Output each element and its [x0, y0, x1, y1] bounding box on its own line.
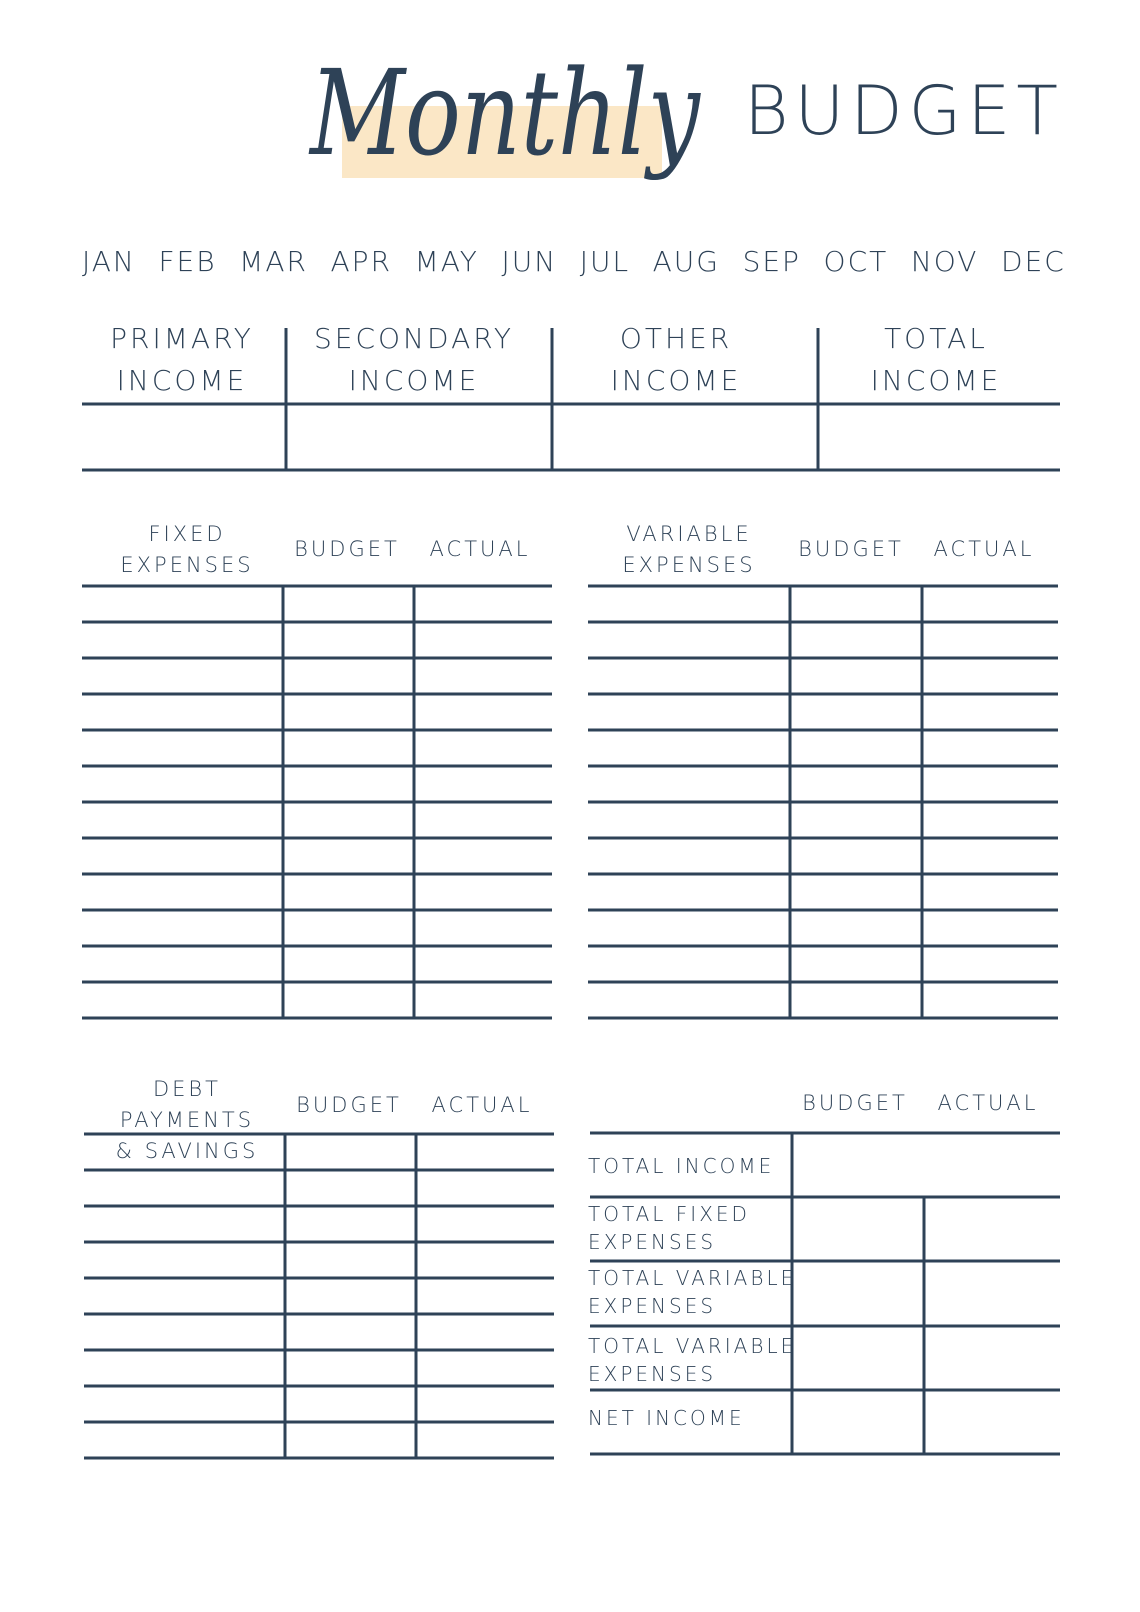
variable-expenses-line1: VARIABLE: [626, 522, 752, 546]
fixed-expenses-line1: FIXED: [148, 522, 226, 546]
debt-budget-header: BUDGET: [296, 1093, 402, 1117]
summary-label-total-variable-line2: EXPENSES: [588, 1294, 717, 1318]
fixed-actual-header: ACTUAL: [429, 537, 531, 561]
month-apr[interactable]: APR: [330, 245, 393, 278]
summary-label-total-income-line1: TOTAL INCOME: [588, 1154, 775, 1178]
variable-actual-header: ACTUAL: [933, 537, 1035, 561]
month-oct[interactable]: OCT: [823, 245, 889, 278]
income-table: [82, 328, 1060, 470]
debt-savings-line1: DEBT PAYMENTS: [119, 1077, 255, 1132]
other-income-line1: OTHER: [619, 322, 733, 355]
secondary-income-line1: SECONDARY: [314, 322, 514, 355]
secondary-income-line2: INCOME: [348, 364, 480, 397]
summary-label-total-variable-2-line2: EXPENSES: [588, 1362, 717, 1386]
summary-actual-header: ACTUAL: [937, 1091, 1039, 1115]
fixed-expenses-table: [82, 586, 552, 1018]
variable-expenses-line2: EXPENSES: [622, 553, 756, 577]
fixed-expenses-line2: EXPENSES: [120, 553, 254, 577]
month-sep[interactable]: SEP: [742, 245, 801, 278]
month-jul[interactable]: JUL: [579, 245, 631, 278]
fixed-budget-header: BUDGET: [294, 537, 400, 561]
total-income-line2: INCOME: [870, 364, 1002, 397]
month-feb[interactable]: FEB: [158, 245, 217, 278]
month-jan[interactable]: JAN: [82, 245, 136, 278]
summary-label-net-income-line1: NET INCOME: [588, 1406, 745, 1430]
budget-title: BUDGET: [744, 72, 1064, 151]
month-mar[interactable]: MAR: [239, 245, 308, 278]
month-aug[interactable]: AUG: [652, 245, 721, 278]
debt-actual-header: ACTUAL: [431, 1093, 533, 1117]
summary-label-total-fixed-line2: EXPENSES: [588, 1230, 717, 1254]
summary-label-total-variable-2-line1: TOTAL VARIABLE: [588, 1334, 797, 1358]
variable-expenses-table: [588, 586, 1058, 1018]
month-nov[interactable]: NOV: [910, 245, 979, 278]
other-income-line2: INCOME: [610, 364, 742, 397]
summary-table: [590, 1133, 1060, 1454]
variable-budget-header: BUDGET: [798, 537, 904, 561]
month-dec[interactable]: DEC: [1001, 245, 1066, 278]
summary-label-total-fixed-line1: TOTAL FIXED: [588, 1202, 750, 1226]
total-income-line1: TOTAL: [884, 322, 988, 355]
debt-savings-line2: & SAVINGS: [115, 1139, 259, 1163]
month-may[interactable]: MAY: [414, 245, 479, 278]
primary-income-line2: INCOME: [116, 364, 248, 397]
primary-income-line1: PRIMARY: [110, 322, 254, 355]
month-jun[interactable]: JUN: [501, 245, 558, 278]
summary-label-total-variable-line1: TOTAL VARIABLE: [588, 1266, 797, 1290]
debt-savings-table: [84, 1134, 554, 1458]
script-title-text: Monthly: [308, 44, 702, 182]
summary-budget-header: BUDGET: [802, 1091, 908, 1115]
